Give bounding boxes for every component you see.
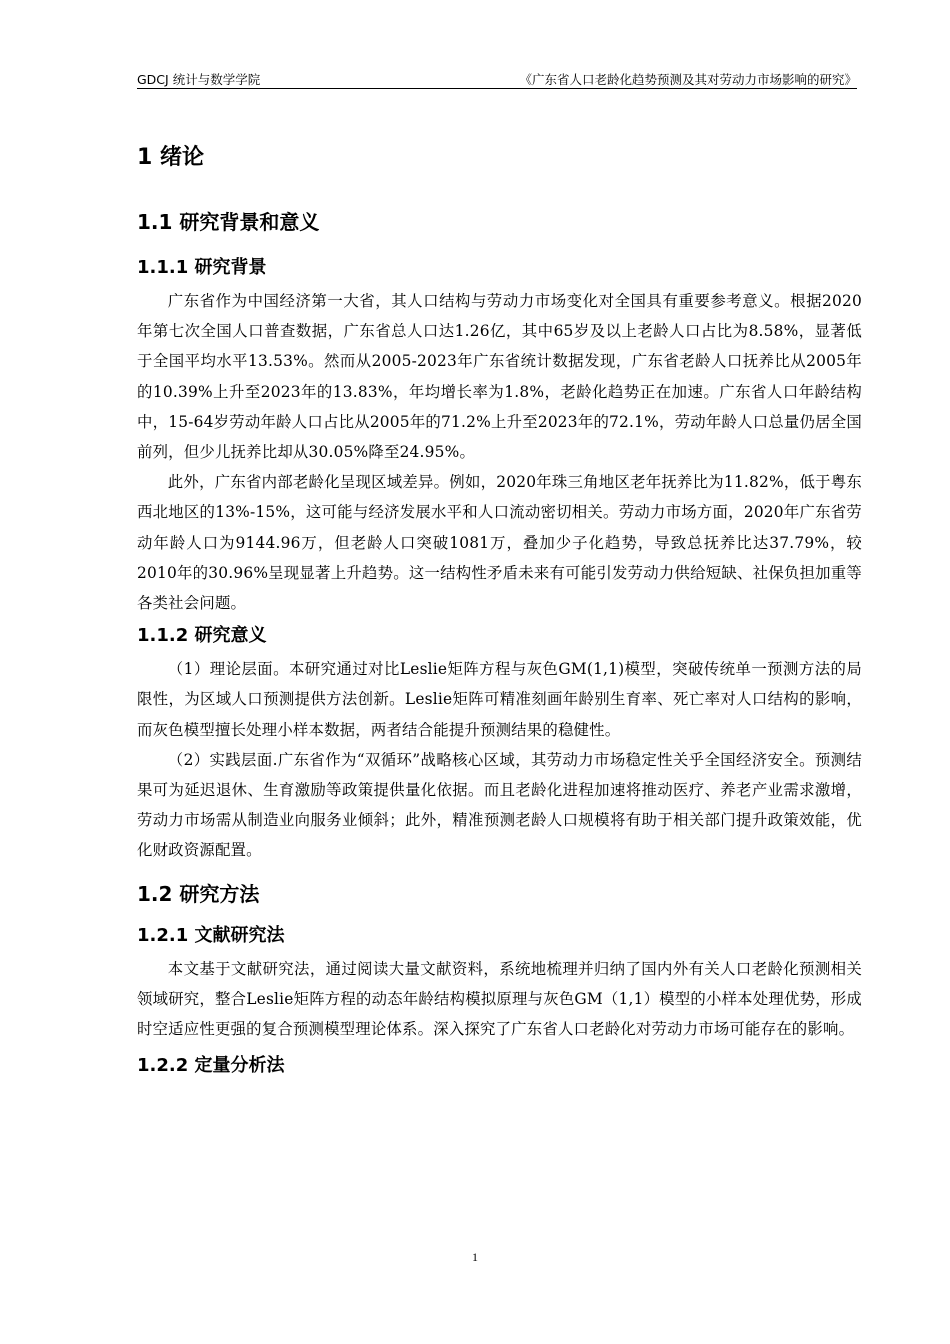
header-left-text: GDCJ 统计与数学学院 xyxy=(137,72,261,87)
paragraph-significance-2: （2）实践层面.广东省作为“双循环”战略核心区域，其劳动力市场稳定性关乎全国经济安全。预测结果可为延迟退休、生育激励等政策提供量化依据。而且老龄化进程加速将推动医疗、养老产业需求激增，劳动力市场需从制造业向服务业倾斜；此外，精准预测老龄人口规模将有助于相关部门提升政策效能，优化财政资源配置。 xyxy=(137,750,862,860)
paragraph-background-1: 广东省作为中国经济第一大省，其人口结构与劳动力市场变化对全国具有重要参考意义。根据2020年第七次全国人口普查数据，广东省总人口达1.26亿，其中65岁及以上老龄人口占比为8.58%，显著低于全国平均水平13.53%。然而从2005-2023年广东省统计数据发现，广东省老龄人口抚养比从2005年的10.39%上升至2023年的13.83%，年均增长率为1.8%，老龄化趋势正在加速。广东省人口年龄结构中，15-64岁劳动年龄人口占比从2005年的71.2%上升至2023年的72.1%，劳动年龄人口总量仍居全国前列，但少儿抚养比却从30.05%降至24.95%。 xyxy=(137,292,862,462)
subsection-title-1-2-1: 1.2.1 文献研究法 xyxy=(137,924,285,946)
section-title-1-2: 1.2 研究方法 xyxy=(137,881,260,906)
subsection-title-1-2-2: 1.2.2 定量分析法 xyxy=(137,1055,285,1077)
subsection-title-1-1-1: 1.1.1 研究背景 xyxy=(137,257,267,278)
paragraph-literature-method: 本文基于文献研究法，通过阅读大量文献资料，系统地梳理并归纳了国内外有关人口老龄化预测相关领域研究，整合Leslie矩阵方程的动态年龄结构模拟原理与灰色GM（1,1）模型的小样本处理优势，形成时空适应性更强的复合预测模型理论体系。深入探究了广东省人口老龄化对劳动力市场可能存在的影响。 xyxy=(137,959,862,1039)
section-title-1-1: 1.1 研究背景和意义 xyxy=(137,210,320,234)
page-number: 1 xyxy=(472,1250,478,1264)
main-content xyxy=(137,138,862,1084)
page-header xyxy=(137,66,857,89)
paragraph-background-2: 此外，广东省内部老龄化呈现区域差异。例如，2020年珠三角地区老年抚养比为11.82%，低于粤东西北地区的13%-15%，这可能与经济发展水平和人口流动密切相关。劳动力市场方面，2020年广东省劳动年龄人口为9144.96万，但老龄人口突破1081万，叠加少子化趋势，导致总抚养比达37.79%，较2010年的30.96%呈现显著上升趋势。这一结构性矛盾未来有可能引发劳动力供给短缺、社保负担加重等各类社会问题。 xyxy=(137,473,862,613)
paragraph-significance-1: （1）理论层面。本研究通过对比Leslie矩阵方程与灰色GM(1,1)模型，突破传统单一预测方法的局限性，为区域人口预测提供方法创新。Leslie矩阵可精准刻画年龄别生育率、死亡率对人口结构的影响，而灰色模型擅长处理小样本数据，两者结合能提升预测结果的稳健性。 xyxy=(137,660,862,739)
chapter-title: 1 绪论 xyxy=(137,145,204,170)
header-right-text: 《广东省人口老龄化趋势预测及其对劳动力市场影响的研究》 xyxy=(519,72,857,87)
subsection-title-1-1-2: 1.1.2 研究意义 xyxy=(137,625,267,647)
